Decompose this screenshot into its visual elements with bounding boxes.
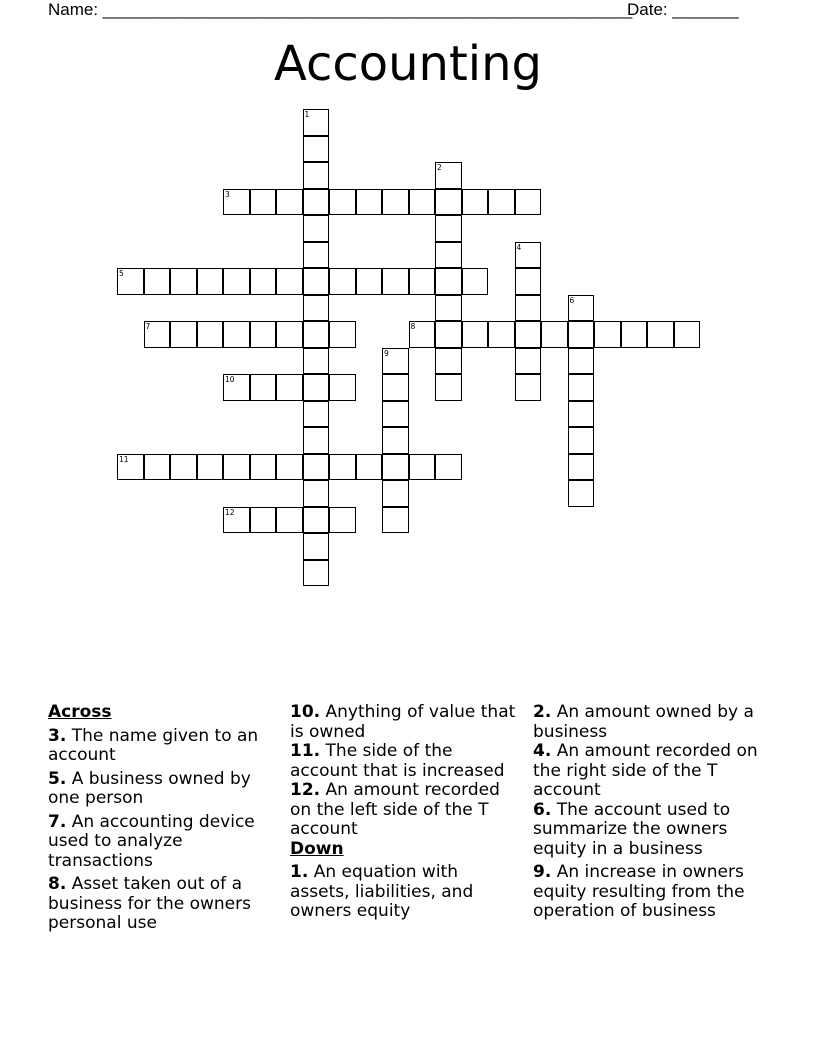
grid-cell[interactable]	[488, 189, 515, 216]
grid-cell[interactable]	[303, 242, 330, 269]
clue-number-label: 2	[437, 163, 442, 172]
grid-cell[interactable]	[250, 374, 277, 401]
grid-cell[interactable]	[515, 268, 542, 295]
clue-number-label: 8	[410, 322, 416, 331]
clue-across-3: 3. The name given to an account	[48, 725, 259, 765]
clue-across-8: 8. Asset taken out of a business for the owners personal use	[48, 874, 251, 933]
grid-cell[interactable]	[382, 374, 409, 401]
grid-cell[interactable]	[435, 268, 462, 295]
grid-cell[interactable]	[197, 454, 224, 481]
clue-number-label: 6	[569, 295, 575, 305]
clue-number-label: 9	[384, 348, 389, 358]
grid-cell[interactable]	[329, 321, 356, 348]
grid-cell[interactable]	[303, 374, 330, 401]
grid-cell[interactable]	[541, 321, 568, 348]
grid-cell[interactable]	[197, 321, 224, 348]
grid-cell[interactable]	[568, 480, 595, 507]
grid-cell[interactable]	[117, 268, 144, 295]
grid-cell[interactable]	[435, 162, 462, 189]
grid-cell[interactable]	[515, 348, 542, 375]
grid-cell[interactable]	[435, 215, 462, 242]
grid-cell[interactable]	[382, 507, 409, 534]
grid-cell[interactable]	[435, 242, 462, 269]
grid-cell[interactable]	[276, 321, 303, 348]
grid-cell[interactable]	[223, 321, 250, 348]
clue-across-11: 11. The side of the account that is increased	[290, 741, 505, 781]
clue-number-label: 5	[119, 269, 124, 278]
grid-cell[interactable]	[435, 374, 462, 401]
grid-cell[interactable]	[303, 560, 330, 587]
grid-cell[interactable]	[515, 242, 542, 269]
grid-cell[interactable]	[276, 374, 303, 401]
grid-cell[interactable]	[223, 454, 250, 481]
clue-down-2: 2. An amount owned by a business	[533, 702, 754, 742]
grid-cell[interactable]	[303, 427, 330, 454]
grid-cell[interactable]	[568, 374, 595, 401]
grid-cell[interactable]	[303, 321, 330, 348]
clue-number-label: 3	[225, 189, 230, 199]
grid-cell[interactable]	[409, 189, 436, 216]
grid-cell[interactable]	[568, 401, 595, 428]
grid-cell[interactable]	[568, 348, 595, 375]
clues-column-2	[290, 703, 522, 922]
grid-cell[interactable]	[197, 268, 224, 295]
grid-cell[interactable]	[621, 321, 648, 348]
grid-cell[interactable]	[303, 162, 330, 189]
grid-cell[interactable]	[276, 507, 303, 534]
grid-cell[interactable]	[329, 454, 356, 481]
grid-cell[interactable]	[303, 189, 330, 216]
clue-down-6: 6. The account used to summarize the owners equity in a business	[533, 799, 731, 859]
grid-cell[interactable]	[250, 321, 277, 348]
clue-number-label: 1	[304, 110, 310, 119]
name-field-label: Name: ________________________________________________________	[48, 0, 633, 19]
grid-cell[interactable]	[170, 268, 197, 295]
grid-cell[interactable]	[435, 189, 462, 216]
grid-cell[interactable]	[144, 268, 171, 295]
grid-cell[interactable]	[303, 136, 330, 163]
clue-across-7: 7. An accounting device used to analyze transactions	[48, 811, 255, 871]
grid-cell[interactable]	[117, 454, 144, 481]
clue-across-10: 10. Anything of value that is owned	[290, 702, 516, 742]
clue-down-9: 9. An increase in owners equity resulting from the operation of business	[533, 862, 745, 921]
grid-cell[interactable]	[303, 215, 330, 242]
grid-cell[interactable]	[144, 321, 171, 348]
grid-cell[interactable]	[329, 374, 356, 401]
clue-number-label: 10	[225, 375, 235, 384]
grid-cell[interactable]	[435, 348, 462, 375]
grid-cell[interactable]	[170, 454, 197, 481]
grid-cell[interactable]	[356, 454, 383, 481]
grid-cell[interactable]	[223, 374, 250, 401]
grid-cell[interactable]	[303, 480, 330, 507]
grid-cell[interactable]	[276, 268, 303, 295]
clue-down-4: 4. An amount recorded on the right side of the T account	[533, 741, 758, 800]
grid-cell[interactable]	[409, 268, 436, 295]
grid-cell[interactable]	[276, 454, 303, 481]
grid-cell[interactable]	[223, 507, 250, 534]
grid-cell[interactable]	[568, 454, 595, 481]
grid-cell[interactable]	[303, 109, 330, 136]
grid-cell[interactable]	[515, 321, 542, 348]
grid-cell[interactable]	[303, 533, 330, 560]
grid-cell[interactable]	[568, 321, 595, 348]
grid-cell[interactable]	[462, 268, 489, 295]
grid-cell[interactable]	[356, 268, 383, 295]
clue-number-label: 7	[145, 322, 151, 331]
clue-across-5: 5. A business owned by one person	[48, 768, 251, 808]
grid-cell[interactable]	[250, 189, 277, 216]
clues-column-3	[533, 703, 765, 922]
grid-cell[interactable]	[356, 189, 383, 216]
grid-cell[interactable]	[515, 189, 542, 216]
grid-cell[interactable]	[515, 374, 542, 401]
grid-cell[interactable]	[462, 321, 489, 348]
grid-cell[interactable]	[250, 454, 277, 481]
clue-number-label: 11	[119, 454, 129, 464]
grid-cell[interactable]	[382, 427, 409, 454]
clue-number-label: 4	[516, 242, 522, 252]
grid-cell[interactable]	[303, 454, 330, 481]
grid-cell[interactable]	[329, 268, 356, 295]
grid-cell[interactable]	[382, 348, 409, 375]
grid-cell[interactable]	[329, 189, 356, 216]
grid-cell[interactable]	[382, 268, 409, 295]
grid-cell[interactable]	[568, 295, 595, 322]
clues-column-1	[48, 703, 280, 934]
clue-down-1: 1. An equation with assets, liabilities, and owners equity	[290, 862, 474, 921]
grid-cell[interactable]	[276, 189, 303, 216]
grid-cell[interactable]	[382, 454, 409, 481]
date-field-label: Date: _______	[627, 0, 739, 19]
grid-cell[interactable]	[250, 507, 277, 534]
grid-cell[interactable]	[647, 321, 674, 348]
grid-cell[interactable]	[594, 321, 621, 348]
grid-cell[interactable]	[674, 321, 701, 348]
grid-cell[interactable]	[144, 454, 171, 481]
grid-cell[interactable]	[382, 480, 409, 507]
grid-cell[interactable]	[303, 295, 330, 322]
grid-cell[interactable]	[409, 454, 436, 481]
across-heading: Across	[48, 702, 112, 722]
grid-cell[interactable]	[435, 321, 462, 348]
grid-cell[interactable]	[409, 321, 436, 348]
grid-cell[interactable]	[488, 321, 515, 348]
grid-cell[interactable]	[303, 348, 330, 375]
grid-cell[interactable]	[250, 268, 277, 295]
grid-cell[interactable]	[329, 507, 356, 534]
grid-cell[interactable]	[462, 189, 489, 216]
down-heading: Down	[290, 838, 344, 859]
clue-number-label: 12	[225, 507, 235, 517]
grid-cell[interactable]	[170, 321, 197, 348]
grid-cell[interactable]	[382, 189, 409, 216]
grid-cell[interactable]	[303, 401, 330, 428]
clue-across-12: 12. An amount recorded on the left side of the T account	[290, 780, 500, 839]
grid-cell[interactable]	[303, 268, 330, 295]
grid-cell[interactable]	[435, 295, 462, 322]
grid-cell[interactable]	[223, 189, 250, 216]
grid-cell[interactable]	[382, 401, 409, 428]
grid-cell[interactable]	[303, 507, 330, 534]
grid-cell[interactable]	[223, 268, 250, 295]
grid-cell[interactable]	[568, 427, 595, 454]
grid-cell[interactable]	[435, 454, 462, 481]
grid-cell[interactable]	[515, 295, 542, 322]
page-title: Accounting	[273, 36, 543, 92]
